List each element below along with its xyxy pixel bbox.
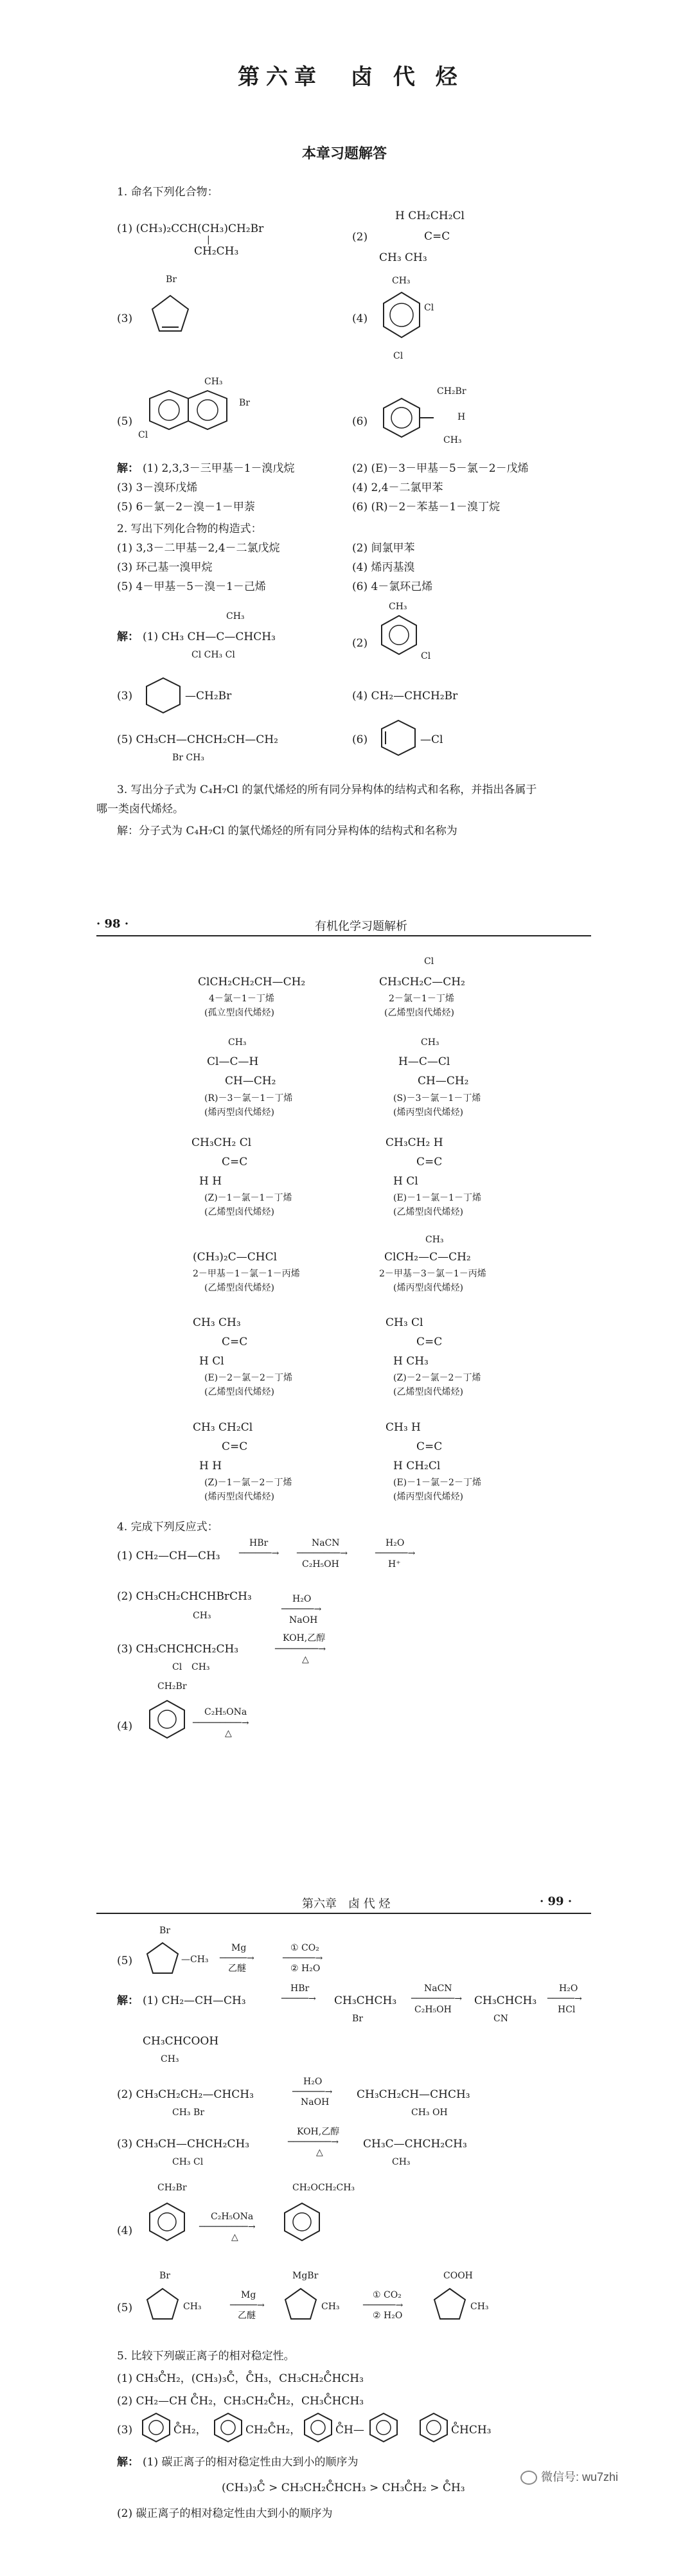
reaction-4-label: (4) <box>117 1720 133 1733</box>
a2-product: CH₃CH₂CH—CHCH₃ <box>357 2088 470 2101</box>
r5-reagent-3: ① CO₂ <box>290 1943 319 1953</box>
running-header: 第六章 卤 代 烃 <box>302 1897 391 1911</box>
benzene-ring-icon <box>281 2201 323 2242</box>
isomer-10-a: CH₃ Cl <box>386 1316 423 1329</box>
a1-product-3-sub: CH₃ <box>161 2054 179 2064</box>
a3-product-sub: CH₃ <box>392 2157 411 2167</box>
answer-2-label: 解： <box>117 631 139 643</box>
r1-reagent-3: C₂H₅OH <box>302 1559 339 1570</box>
header-rule <box>96 1913 591 1914</box>
isomer-3-b: Cl—C—H <box>207 1055 259 1068</box>
answer-1-1: (1) 2,3,3－三甲基－1－溴戊烷 <box>143 462 295 475</box>
isomer-10-c: H CH₃ <box>393 1355 429 1368</box>
a5-ch3-2: CH₃ <box>321 2302 340 2312</box>
a4-reagent-1: C₂H₅ONa <box>211 2212 254 2222</box>
reaction-2: (2) CH₃CH₂CHCHBrCH₃ <box>117 1590 252 1603</box>
q1-item-4-cl1: Cl <box>424 303 434 313</box>
isomer-1-name: 4－氯－1－丁烯 <box>209 994 274 1004</box>
ans2-1: (1) CH₃ CH—C—CHCH₃ <box>143 631 276 643</box>
r4-ch2br: CH₂Br <box>157 1681 187 1692</box>
q1-item-6-ch2br: CH₂Br <box>437 386 466 397</box>
a1-product-3: CH₃CHCOOH <box>143 2035 219 2048</box>
q5-3-d: C̊HCH₃ <box>451 2424 492 2437</box>
isomer-6-b: C=C <box>416 1156 443 1168</box>
r1-reagent-4: H₂O <box>386 1538 405 1548</box>
ans2-4: (4) CH₂—CHCH₂Br <box>352 690 458 702</box>
wechat-icon <box>520 2471 537 2485</box>
page-3 <box>0 1890 674 2576</box>
q1-item-5-br: Br <box>239 398 250 408</box>
q1-item-2-bot: CH₃ CH₃ <box>379 251 427 264</box>
r5-br: Br <box>159 1926 170 1936</box>
r5-reagent-2: 乙醚 <box>228 1963 246 1974</box>
ans2-2-cl: Cl <box>421 651 431 661</box>
answer-1-6: (6) (R)－2－苯基－1－溴丁烷 <box>352 501 501 514</box>
a5-br: Br <box>159 2271 170 2281</box>
answer-1-5: (5) 6－氯－2－溴－1－甲萘 <box>117 501 255 514</box>
q1-item-6-label: (6) <box>352 415 368 428</box>
cyclohexene-ring-icon <box>378 719 419 757</box>
a4-reagent-2: △ <box>231 2232 238 2242</box>
reaction-arrow: ────────→ <box>411 1994 463 2004</box>
reaction-5-label: (5) <box>117 1954 133 1967</box>
benzene-ring-icon <box>140 2411 172 2444</box>
chapter-title: 第六章 卤 代 烃 <box>238 64 464 90</box>
ans2-6-sub: —Cl <box>420 733 443 746</box>
question-4: 4. 完成下列反应式： <box>117 1521 218 1534</box>
bond-line: | <box>207 235 210 245</box>
cyclohexane-ring-icon <box>143 676 184 715</box>
r5-ch3: —CH₃ <box>181 1954 209 1965</box>
question-3-cont: 哪一类卤代烯烃。 <box>96 803 184 816</box>
benzene-ring-icon <box>418 2411 450 2444</box>
reaction-1: (1) CH₂—CH—CH₃ <box>117 1550 220 1562</box>
q1-item-1-branch: CH₂CH₃ <box>194 245 239 258</box>
q2-item-4: (4) 烯丙基溴 <box>352 561 415 574</box>
a1-reagent-5: HCl <box>558 2005 576 2015</box>
q2-item-5: (5) 4－甲基－5－溴－1－己烯 <box>117 580 266 593</box>
isomer-11-a: CH₃ CH₂Cl <box>193 1421 253 1434</box>
q1-item-2-mid: C=C <box>424 230 450 243</box>
reaction-3: (3) CH₃CHCHCH₂CH₃ <box>117 1643 239 1656</box>
a1-product-2-sub: CN <box>493 2014 508 2024</box>
isomer-8-top: CH₃ <box>425 1235 444 1245</box>
q1-item-5-ch3: CH₃ <box>204 377 223 387</box>
isomer-11-b: C=C <box>222 1440 248 1453</box>
isomer-10-type: (乙烯型卤代烯烃) <box>393 1387 463 1397</box>
a4-product-sub: CH₂OCH₂CH₃ <box>292 2183 355 2193</box>
isomer-11-c: H H <box>199 1460 222 1472</box>
ans2-1-top: CH₃ <box>226 611 245 622</box>
page-number: · 99 · <box>540 1895 572 1908</box>
r4-reagent-1: C₂H₅ONa <box>204 1707 247 1717</box>
isomer-10-name: (Z)－2－氯－2－丁烯 <box>393 1373 481 1383</box>
isomer-11-name: (Z)－1－氯－2－丁烯 <box>204 1478 292 1488</box>
a5-reagent-2: 乙醚 <box>238 2311 256 2321</box>
watermark-text: 微信号: wu7zhi <box>541 2471 619 2483</box>
q5-item-1: (1) CH₃C̊H₂，(CH₃)₃C̊，C̊H₃，CH₃CH₂C̊HCH₃ <box>117 2372 364 2385</box>
a4-ch2br: CH₂Br <box>157 2183 187 2193</box>
r2-reagent-1: H₂O <box>292 1594 312 1604</box>
ans2-2-label: (2) <box>352 637 368 650</box>
reaction-arrow: ──────→ <box>239 1548 279 1559</box>
a1-product-2: CH₃CHCH₃ <box>474 1994 537 2007</box>
a3-product: CH₃C—CHCH₂CH₃ <box>363 2138 467 2151</box>
ans2-2-ch3: CH₃ <box>389 602 407 612</box>
answer-4-label: 解： <box>117 1994 139 2007</box>
r3-reagent-2: △ <box>302 1654 309 1665</box>
benzene-ring-icon <box>212 2411 244 2444</box>
isomer-2-name: 2－氯－1－丁烯 <box>389 994 454 1004</box>
isomer-12-c: H CH₂Cl <box>393 1460 441 1472</box>
a3-sub: CH₃ Cl <box>172 2157 204 2167</box>
isomer-3-a: CH₃ <box>228 1037 247 1048</box>
ans2-5-sub: Br CH₃ <box>172 753 204 763</box>
isomer-4-c: CH—CH₂ <box>418 1075 469 1087</box>
isomer-3-name: (R)－3－氯－1－丁烯 <box>204 1093 293 1104</box>
naphthalene-ring-icon <box>146 386 236 437</box>
r2-branch: CH₃ <box>193 1611 211 1621</box>
reaction-arrow: ──────→ <box>375 1548 416 1559</box>
benzene-ring-icon <box>302 2411 334 2444</box>
reaction-arrow: ────────→ <box>288 2137 339 2147</box>
reaction-arrow: ──────→ <box>281 1604 322 1614</box>
answer-5-label: 解： <box>117 2456 139 2469</box>
running-header: 有机化学习题解析 <box>315 920 407 933</box>
r1-reagent-1: HBr <box>249 1538 269 1548</box>
a5-reagent-1: Mg <box>241 2290 256 2300</box>
r3-sub-2: CH₃ <box>191 1662 210 1672</box>
ans2-6-label: (6) <box>352 733 368 746</box>
ans2-5: (5) CH₃CH—CHCH₂CH—CH₂ <box>117 733 278 746</box>
cyclopentane-ring-icon <box>432 2287 468 2321</box>
isomer-4-type: (烯丙型卤代烯烃) <box>393 1107 463 1118</box>
q2-item-2: (2) 间氯甲苯 <box>352 542 415 555</box>
isomer-5-name: (Z)－1－氯－1－丁烯 <box>204 1193 292 1203</box>
isomer-4-name: (S)－3－氯－1－丁烯 <box>393 1093 481 1104</box>
cyclopentane-ring-icon <box>145 1941 181 1976</box>
a2-reagent-2: NaOH <box>301 2097 330 2107</box>
benzene-ring-icon <box>146 1699 188 1740</box>
q1-item-6-h: H <box>457 412 466 422</box>
cyclopentene-ring-icon <box>148 292 193 337</box>
answer-4-5: (5) <box>117 2302 133 2314</box>
isomer-12-a: CH₃ H <box>386 1421 421 1434</box>
isomer-3-c: CH—CH₂ <box>225 1075 276 1087</box>
page-number: · 98 · <box>96 917 129 931</box>
r5-reagent-1: Mg <box>231 1943 247 1953</box>
q1-item-4-label: (4) <box>352 312 368 325</box>
a3-reagent-1: KOH,乙醇 <box>297 2127 340 2137</box>
q2-item-6: (6) 4－氯环己烯 <box>352 580 433 593</box>
a5-ch3: CH₃ <box>183 2302 202 2312</box>
a5-reagent-3: ① CO₂ <box>373 2290 402 2300</box>
isomer-4-a: CH₃ <box>421 1037 439 1048</box>
isomer-9-b: C=C <box>222 1336 248 1348</box>
ans2-3-label: (3) <box>117 690 133 702</box>
r1-reagent-5: H⁺ <box>388 1559 401 1570</box>
a5-ch3-3: CH₃ <box>470 2302 489 2312</box>
reaction-arrow: ─────────→ <box>193 1718 249 1728</box>
answer-1-4: (4) 2,4－二氯甲苯 <box>352 481 443 494</box>
q1-item-3-label: (3) <box>117 312 133 325</box>
q1-item-2-label: (2) <box>352 231 368 244</box>
isomer-9-a: CH₃ CH₃ <box>193 1316 241 1329</box>
isomer-8-name: 2－甲基－3－氯－1－丙烯 <box>379 1269 486 1279</box>
isomer-6-a: CH₃CH₂ H <box>386 1136 443 1149</box>
isomer-5-type: (乙烯型卤代烯烃) <box>204 1207 274 1217</box>
benzene-ring-icon <box>146 2201 188 2242</box>
q2-item-1: (1) 3,3－二甲基－2,4－二氯戊烷 <box>117 542 280 555</box>
q1-item-4-ch3: CH₃ <box>392 276 411 286</box>
reaction-arrow: ──────→ <box>283 1953 323 1963</box>
a1-reagent-2: NaCN <box>424 1983 452 1994</box>
q5-item-3: (3) <box>117 2424 133 2437</box>
isomer-6-name: (E)－1－氯－1－丁烯 <box>393 1193 481 1203</box>
a2-sub: CH₃ Br <box>172 2107 204 2118</box>
isomer-5-c: H H <box>199 1175 222 1188</box>
q1-item-3-br: Br <box>166 274 177 285</box>
isomer-7-type: (乙烯型卤代烯烃) <box>204 1283 274 1293</box>
isomer-6-c: H Cl <box>393 1175 418 1188</box>
reaction-arrow: ────────→ <box>275 1644 326 1654</box>
isomer-5-b: C=C <box>222 1156 248 1168</box>
ans2-3-sub: —CH₂Br <box>185 690 232 702</box>
isomer-9-name: (E)－2－氯－2－丁烯 <box>204 1373 292 1383</box>
reaction-arrow: ─────────→ <box>199 2222 256 2232</box>
q1-item-4-cl2: Cl <box>393 351 404 361</box>
isomer-12-type: (烯丙型卤代烯烃) <box>393 1492 463 1502</box>
isomer-8-type: (烯丙型卤代烯烃) <box>393 1283 463 1293</box>
isomer-2-type: (乙烯型卤代烯烃) <box>384 1008 454 1018</box>
reaction-arrow: ──────→ <box>363 2300 404 2311</box>
q1-item-5-label: (5) <box>117 415 133 428</box>
a1-reagent-3: C₂H₅OH <box>414 2005 452 2015</box>
question-3: 3. 写出分子式为 C₄H₇Cl 的氯代烯烃的所有同分异构体的结构式和名称，并指出各属于 <box>117 783 537 796</box>
isomer-1-type: (孤立型卤代烯烃) <box>204 1008 274 1018</box>
q1-item-1: (1) (CH₃)₂CCH(CH₃)CH₂Br <box>117 222 264 235</box>
reaction-arrow: ─────→ <box>547 1994 582 2004</box>
r3-sub-1: Cl <box>172 1662 182 1672</box>
reaction-arrow: ────────→ <box>297 1548 348 1559</box>
isomer-5-a: CH₃CH₂ Cl <box>191 1136 252 1149</box>
benzene-ring-icon <box>368 2411 400 2444</box>
a5-cooh: COOH <box>443 2271 473 2281</box>
isomer-12-b: C=C <box>416 1440 443 1453</box>
page-1 <box>0 0 674 861</box>
a5-reagent-4: ② H₂O <box>373 2311 403 2321</box>
q5-item-2: (2) CH₂—CH C̊H₂，CH₃CH₂C̊H₂，CH₃C̊HCH₃ <box>117 2395 364 2408</box>
reaction-arrow: ─────→ <box>220 1953 254 1963</box>
answer-1-3: (3) 3－溴环戊烯 <box>117 481 198 494</box>
r1-reagent-2: NaCN <box>312 1538 340 1548</box>
wechat-watermark <box>520 2468 618 2485</box>
section-subtitle: 本章习题解答 <box>302 145 387 162</box>
benzene-ring-icon <box>379 289 424 347</box>
question-5: 5. 比较下列碳正离子的相对稳定性。 <box>117 2350 295 2363</box>
reaction-arrow: ─────→ <box>281 1994 316 2004</box>
isomer-2-top: Cl <box>424 956 434 967</box>
a1-reagent-1: HBr <box>290 1983 310 1994</box>
question-1: 1. 命名下列化合物： <box>117 186 218 199</box>
answer-3: 解：分子式为 C₄H₇Cl 的氯代烯烃的所有同分异构体的结构式和名称为 <box>117 825 457 837</box>
isomer-2: CH₃CH₂C—CH₂ <box>379 976 465 988</box>
answer-5-1-order: (CH₃)₃C̊ > CH₃CH₂C̊HCH₃ > CH₃C̊H₂ > C̊H₃ <box>222 2482 465 2494</box>
reaction-arrow: ─────→ <box>230 2300 265 2311</box>
ans2-1-bot: Cl CH₃ Cl <box>191 650 235 660</box>
header-rule <box>96 935 591 936</box>
isomer-1: ClCH₂CH₂CH—CH₂ <box>198 976 306 988</box>
reaction-arrow: ──────→ <box>292 2087 333 2097</box>
answer-4-3: (3) CH₃CH—CHCH₂CH₃ <box>117 2138 250 2151</box>
cyclopentane-ring-icon <box>145 2287 181 2321</box>
isomer-4-b: H—C—Cl <box>398 1055 450 1068</box>
r3-reagent-1: KOH,乙醇 <box>283 1633 326 1643</box>
q2-item-3: (3) 环己基一溴甲烷 <box>117 561 213 574</box>
a2-reagent-1: H₂O <box>303 2077 323 2087</box>
answer-4-2: (2) CH₃CH₂CH₂—CHCH₃ <box>117 2088 254 2101</box>
a2-product-sub: CH₃ OH <box>411 2107 448 2118</box>
benzene-ring-icon <box>378 614 420 656</box>
isomer-10-b: C=C <box>416 1336 443 1348</box>
isomer-9-c: H Cl <box>199 1355 224 1368</box>
answer-5-1: (1) 碳正离子的相对稳定性由大到小的顺序为 <box>143 2456 359 2469</box>
q5-3-c: C̊H— <box>335 2424 364 2437</box>
answer-1-label: 解： <box>117 462 139 475</box>
isomer-11-type: (烯丙型卤代烯烃) <box>204 1492 274 1502</box>
a3-reagent-2: △ <box>316 2147 323 2158</box>
r5-reagent-4: ② H₂O <box>290 1963 321 1974</box>
a1-reagent-4: H₂O <box>559 1983 578 1994</box>
q1-item-2-top: H CH₂CH₂Cl <box>395 210 465 222</box>
answer-5-2: (2) 碳正离子的相对稳定性由大到小的顺序为 <box>117 2507 333 2520</box>
page-2 <box>0 909 674 1829</box>
isomer-7-name: 2－甲基－1－氯－1－丙烯 <box>193 1269 300 1279</box>
question-2: 2. 写出下列化合物的构造式： <box>117 523 262 535</box>
answer-4-4: (4) <box>117 2224 133 2237</box>
isomer-8: ClCH₂—C—CH₂ <box>384 1251 471 1264</box>
isomer-3-type: (烯丙型卤代烯烃) <box>204 1107 274 1118</box>
r2-reagent-2: NaOH <box>289 1615 318 1625</box>
q5-3-b: CH₂C̊H₂， <box>245 2424 301 2437</box>
r4-reagent-2: △ <box>225 1728 232 1739</box>
a1-product-1-sub: Br <box>352 2014 363 2024</box>
answer-1-2: (2) (E)－3－甲基－5－氯－2－戊烯 <box>352 462 529 475</box>
a5-mgbr: MgBr <box>292 2271 319 2281</box>
q5-3-a: C̊H₂， <box>173 2424 207 2437</box>
a1-product-1: CH₃CHCH₃ <box>334 1994 397 2007</box>
cyclopentane-ring-icon <box>283 2287 319 2321</box>
isomer-9-type: (乙烯型卤代烯烃) <box>204 1387 274 1397</box>
answer-4-1: (1) CH₂—CH—CH₃ <box>143 1994 246 2007</box>
isomer-7: (CH₃)₂C—CHCl <box>193 1251 278 1264</box>
isomer-6-type: (乙烯型卤代烯烃) <box>393 1207 463 1217</box>
isomer-12-name: (E)－1－氯－2－丁烯 <box>393 1478 481 1488</box>
q1-item-6-ch3: CH₃ <box>443 435 462 445</box>
phenyl-ring-icon <box>379 395 424 440</box>
q1-item-5-cl: Cl <box>138 430 148 440</box>
